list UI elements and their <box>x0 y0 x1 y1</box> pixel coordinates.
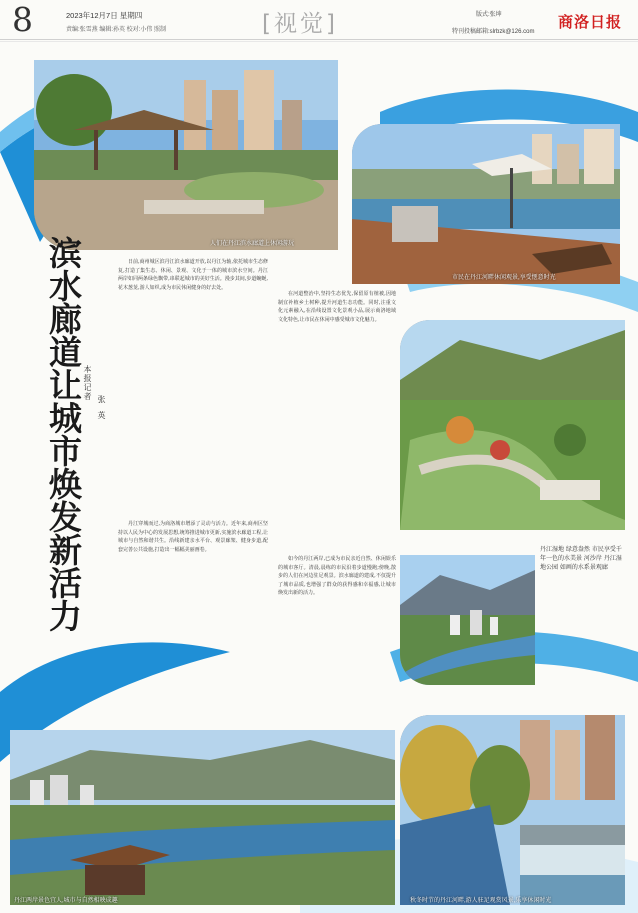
layout-credit: 版式:张坤 <box>476 12 502 18</box>
article-paragraph: 在河道整治中,坚持生态优先,保留原有植被,因地制宜补植乡土树种,提升河道生态功能。同时,注重文化元素融入,在沿线设置文化景观小品,展示商洛地域文化特色,让市民在休闲中感受城市文化魅力。 <box>278 291 396 323</box>
article-headline: 滨水廊道让城市焕发新活力 <box>44 236 83 632</box>
newspaper-logo: 商洛日报 <box>558 13 623 31</box>
side-caption: 丹江湿地 绿意盎然 市民享受千年一色的水美景 河沙岸 丹江湿地公园 如画的水系景观廊 <box>540 546 622 571</box>
article-column-2 <box>118 520 268 725</box>
page-number: 8 <box>12 0 33 39</box>
photo-caption: 人们在丹江滨水廊道上休闲游玩 <box>210 241 295 247</box>
article-column-1 <box>118 258 268 518</box>
photo-city-valley <box>400 555 535 685</box>
editor-credits: 责编:张雪燕 编辑:孙英 校对:小伟 照制 <box>66 27 167 33</box>
photo-river-city-aerial <box>10 730 395 905</box>
byline-label: 本报记者 <box>83 365 92 401</box>
article-paragraph: 如今的丹江两岸,已成为市民亲近自然、休闲娱乐的城市客厅。清晨,晨练的市民沿着步道慢跑;傍晚,散步的人们在河边驻足观景。滨水廊道的建成,不仅提升了城市品质,也增强了群众的获得感和幸福感,让城市焕发出新的活力。 <box>278 556 396 597</box>
photo-caption: 市民在丹江河畔休闲观景,享受惬意时光 <box>452 275 556 281</box>
article-paragraph: 丹江穿城而过,为商洛城市增添了灵动与活力。近年来,商州区坚持以人民为中心的发展思想,统筹推进城市更新,实施滨水廊道工程,让城市与自然和谐共生。沿线新建亲水平台、观景廊架、健身步道,配套完善公共设施,打造出一幅幅美丽画卷。 <box>118 521 268 553</box>
photo-riverside-pavilion <box>34 60 338 250</box>
photo-caption: 丹江两岸景色宜人,城市与自然相映成趣 <box>14 898 118 904</box>
section-label: [视觉] <box>262 11 338 37</box>
photo-caption: 秋冬时节的丹江河畔,游人驻足观赏风景,乐享休闲时光 <box>410 898 552 904</box>
article-paragraph: 日前,商州城区滨丹江滨水廊道开放,以丹江为轴,依托城市生态修复,打造了集生态、休闲、景观、文化于一体的城市滨水空间。丹江两岸如同两条绿色飘带,串联起城市的美好生活。漫步其间,步道蜿蜒,花木葱茏,游人如织,成为市民休闲健身的好去处。 <box>118 259 268 291</box>
contact-email: 特刊投稿邮箱:slrbzk@126.com <box>452 29 535 35</box>
photo-river-boardwalk <box>352 124 620 284</box>
photo-park-aerial <box>400 320 625 530</box>
header-rule <box>0 39 638 40</box>
byline-name: 张英 <box>97 395 106 427</box>
issue-date: 2023年12月7日 星期四 <box>66 11 143 20</box>
article-column-3 <box>278 290 396 550</box>
photo-waterfall-walkway <box>400 715 625 905</box>
article-column-4 <box>278 555 396 715</box>
